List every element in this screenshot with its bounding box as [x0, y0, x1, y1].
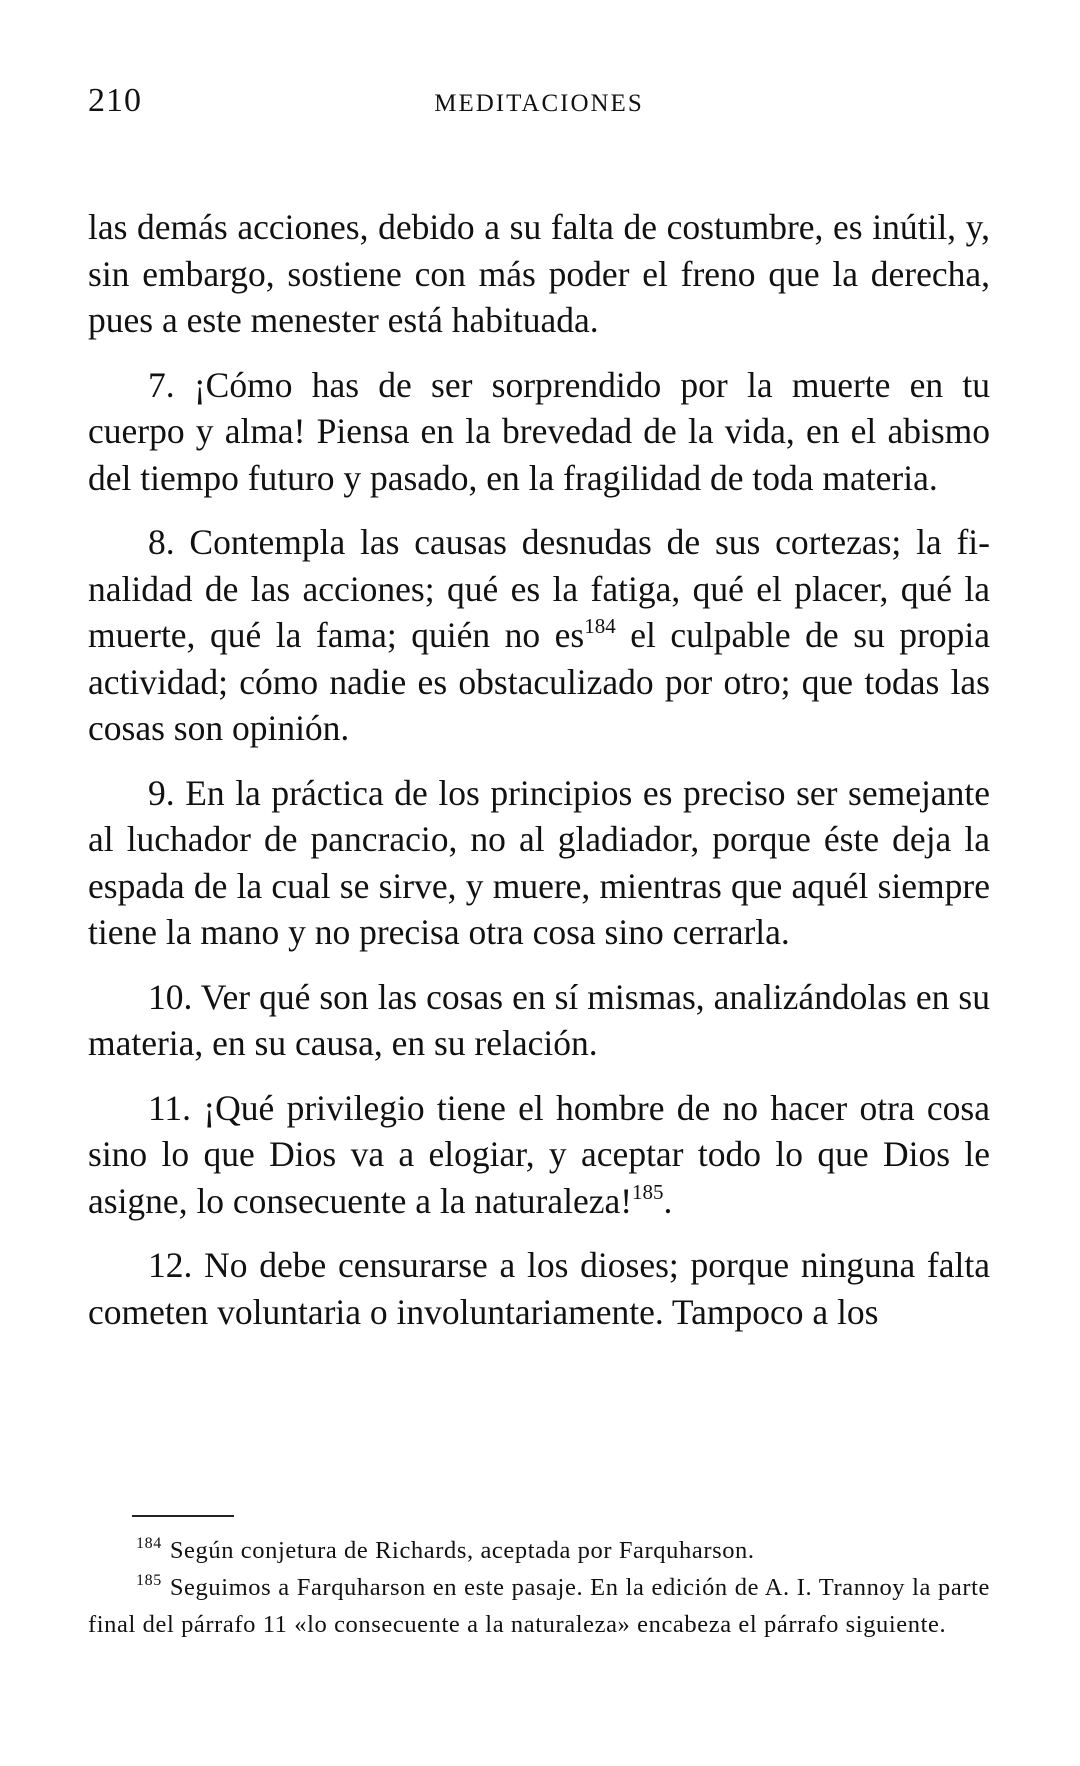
- footnote-184: [88, 1532, 990, 1569]
- footnote-185: [88, 1569, 990, 1643]
- paragraph-9: 9. En la práctica de los principios es preciso ser semejante al luchador de pancracio, no al gladiador, porque éste deja la espada de la cual se sirve, y muere, mientras que aquél siempre tiene la mano y no precisa otra cosa sino cerrarla.: [88, 772, 990, 952]
- page-header: [88, 82, 990, 132]
- paragraph-continuation: las demás acciones, debido a su falta de costumbre, es inútil, y, sin embargo, sostiene con más poder el freno que la derecha, pues a este menester está habituada.: [88, 207, 990, 340]
- body-text: [88, 204, 990, 1335]
- footnote-ref-185[interactable]: 185: [632, 1179, 664, 1204]
- paragraph-8-text-b: el culpable de su propia actividad; cómo nadie es obstaculizado por otro; que todas las cosas son opinión.: [88, 615, 990, 748]
- paragraph-10: 10. Ver qué son las cosas en sí mismas, analizándolas en su materia, en su causa, en su relación.: [88, 976, 990, 1063]
- page-number: 210: [88, 82, 142, 119]
- footnote-mark: 185: [136, 1572, 162, 1589]
- footnote-text: Según conjetura de Richards, aceptada por Farquharson.: [169, 1537, 755, 1564]
- paragraph-11-text-a: 11. ¡Qué privilegio tiene el hombre de no hacer otra cosa sino lo que Dios va a elogiar, y aceptar todo lo que Dios le asigne, lo consecuente a la naturaleza!: [88, 1087, 990, 1221]
- paragraph-12: 12. No debe censurarse a los dioses; porque ninguna falta cometen voluntaria o involuntariamente. Tampoco a los: [88, 1245, 990, 1332]
- paragraph-8-text-a: 8. Contempla las causas desnudas de sus cortezas; la finalidad de las acciones; qué es la fatiga, qué el placer, qué la muerte, qué la fama; quién no es: [88, 522, 990, 655]
- footnotes: [88, 1532, 990, 1643]
- footnote-divider: [132, 1515, 234, 1517]
- paragraph-7: 7. ¡Cómo has de ser sorprendido por la muerte en tu cuerpo y alma! Piensa en la brevedad de la vida, en el abismo del tiempo futuro y pasado, en la fragilidad de toda materia.: [88, 364, 990, 498]
- paragraph-8: [88, 519, 990, 752]
- footnote-ref-184[interactable]: 184: [584, 614, 616, 638]
- paragraph-11-text-b: .: [663, 1180, 673, 1221]
- running-head: MEDITACIONES: [434, 90, 644, 117]
- paragraph-11: [88, 1085, 990, 1225]
- footnote-mark: 184: [136, 1535, 162, 1552]
- footnote-text: Seguimos a Farquharson en este pasaje. En la edición de A. I. Trannoy la parte final del párrafo 11 «lo consecuente a la naturaleza» encabeza el párrafo siguiente.: [88, 1574, 990, 1638]
